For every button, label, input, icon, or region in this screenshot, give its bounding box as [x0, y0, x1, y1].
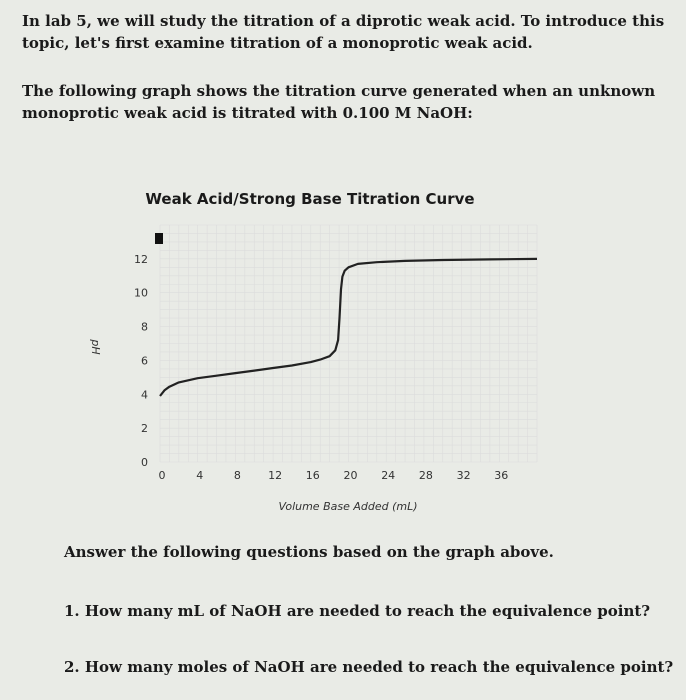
x-tick-label: 36	[494, 469, 509, 482]
y-tick-label: 10	[134, 286, 148, 300]
questions-intro: Answer the following questions based on the graph above.	[64, 543, 554, 561]
legend-marker	[155, 233, 163, 244]
x-tick-label: 4	[196, 469, 204, 482]
question-1: 1. How many mL of NaOH are needed to reach the equivalence point?	[64, 602, 651, 620]
y-tick-label: 2	[141, 422, 148, 436]
y-tick-label: 12	[134, 252, 148, 266]
x-tick-label: 16	[305, 469, 320, 482]
x-tick-label: 12	[268, 469, 283, 482]
x-axis-label: Volume Base Added (mL)	[278, 500, 418, 513]
intro-paragraph: In lab 5, we will study the titration of a diprotic weak acid. To introduce this topic, let's first examine titration of a monoprotic weak acid.	[22, 12, 665, 52]
y-tick-label: 6	[141, 354, 148, 368]
y-axis-label: pH	[89, 339, 102, 355]
x-tick-label: 32	[456, 469, 471, 482]
y-tick-label: 4	[141, 388, 148, 402]
chart-title: Weak Acid/Strong Base Titration Curve	[145, 190, 475, 208]
y-axis-ticks	[134, 253, 148, 469]
y-tick-label: 0	[141, 456, 148, 469]
x-tick-label: 0	[158, 469, 166, 482]
x-tick-label: 24	[381, 469, 396, 482]
x-tick-label: 20	[343, 469, 358, 482]
x-axis-ticks	[159, 469, 509, 482]
x-tick-label: 8	[233, 469, 241, 482]
description-paragraph: The following graph shows the titration curve generated when an unknown monoprotic weak acid is titrated with 0.100 M NaOH:	[22, 82, 656, 122]
y-tick-label: 8	[141, 320, 148, 334]
question-2: 2. How many moles of NaOH are needed to reach the equivalence point?	[64, 658, 674, 676]
x-tick-label: 28	[418, 469, 433, 482]
